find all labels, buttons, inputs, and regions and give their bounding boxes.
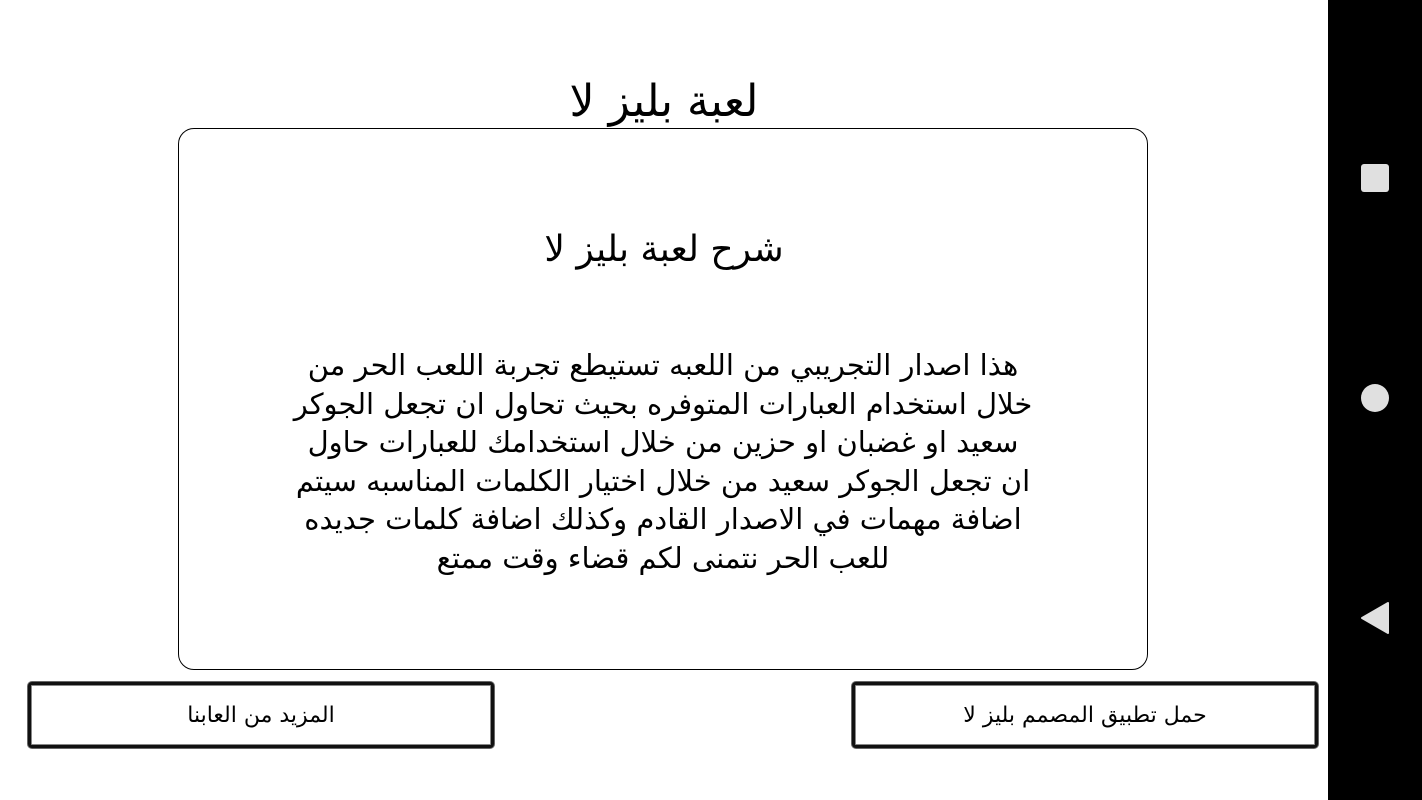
page-title: لعبة بليز لا [569,76,759,127]
download-designer-app-button-label: حمل تطبيق المصمم بليز لا [963,702,1207,728]
recents-icon [1361,164,1389,192]
description-line: سعيد او غضبان او حزين من خلال استخدامك للعبارات حاول [307,425,1019,459]
card-description [180,346,1146,577]
card-title: شرح لعبة بليز لا [544,229,784,270]
download-designer-app-button[interactable] [852,682,1318,748]
description-line: هذا اصدار التجريبي من اللعبه تستيطع تجربة اللعب الحر من [307,348,1019,382]
back-icon [1360,601,1390,635]
back-button[interactable] [1345,588,1405,648]
home-button[interactable] [1345,368,1405,428]
home-icon [1361,384,1389,412]
recents-button[interactable] [1345,148,1405,208]
system-navigation-bar [1328,0,1422,800]
description-line: اضافة مهمات في الاصدار القادم وكذلك اضافة كلمات جديده [304,502,1022,536]
description-line: للعب الحر نتمنى لكم قضاء وقت ممتع [436,540,890,575]
more-games-button-label: المزيد من العابنا [187,702,335,728]
more-games-button[interactable] [28,682,494,748]
description-line: خلال استخدام العبارات المتوفره بحيث تحاول ان تجعل الجوكر [293,386,1033,421]
description-line: ان تجعل الجوكر سعيد من خلال اختيار الكلمات المناسبه سيتم [295,463,1031,498]
